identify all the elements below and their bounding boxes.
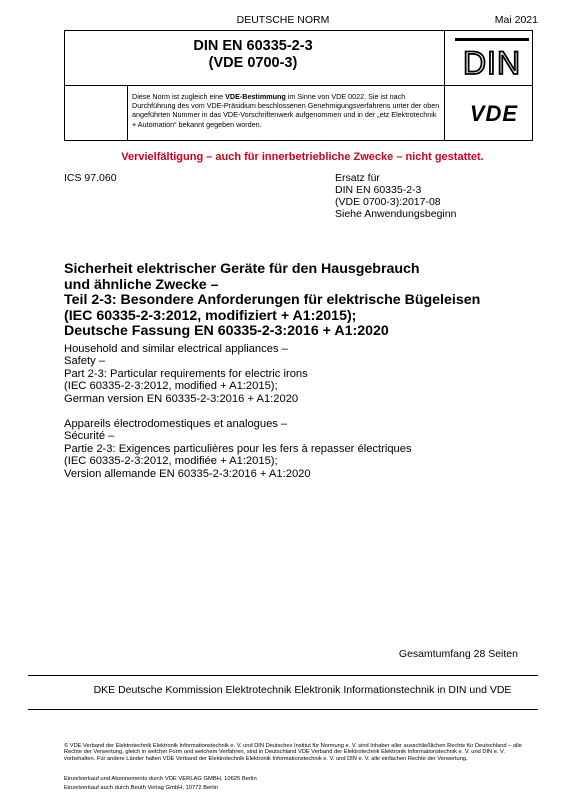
header-box-divider — [64, 85, 533, 86]
din-logo — [455, 38, 529, 80]
header-box-inner-right — [444, 30, 445, 140]
document-number-block — [64, 38, 442, 72]
title-line: Teil 2-3: Besondere Anforderungen für elektrische Bügeleisen — [64, 292, 481, 308]
title-line: (IEC 60335-2-3:2012, modifiziert + A1:2015); — [64, 307, 357, 324]
title-english — [64, 343, 308, 405]
copyright-notice: © VDE Verband der Elektrotechnik Elektronik Informationstechnik e. V. und DIN Deutsches Institut für Normung e. V. sind Inhaber aller ausschließlichen Rechte für Deutschland – alle Rechte der Verwertung, gleich in welcher Form und welchem Verfahren, sind in Deutschland VDE Verband der Elektrotechnik Elektronik Informationstechnik e. V. und DIN e. V. vorbehalten. Für andere Länder halten VDE Verband der Elektrotechnik Elektronik Informationstechnik e. V. und DIN e. V. alle einfachen Rechte der Verwertung. — [64, 743, 522, 762]
title-line: und ähnliche Zwecke – — [64, 276, 219, 293]
replacement-info — [335, 172, 456, 220]
replacement-line: Siehe Anwendungsbeginn — [335, 208, 457, 220]
total-pages: Gesamtumfang 28 Seiten — [398, 648, 518, 660]
title-line: German version EN 60335-2-3:2016 + A1:2020 — [64, 392, 299, 405]
sales-info — [64, 775, 257, 793]
vde-classification: (VDE 0700-3) — [208, 55, 298, 71]
sales-line: Einzelverkauf und Abonnements durch VDE VERLAG GMBH, 10625 Berlin — [64, 776, 257, 782]
publication-date: Mai 2021 — [494, 14, 538, 26]
dke-rule-bottom — [28, 709, 538, 710]
title-line: Safety – — [64, 355, 106, 368]
ics-code: ICS 97.060 — [64, 172, 117, 184]
norm-type-header: DEUTSCHE NORM — [236, 14, 330, 26]
title-line: Sécurité – — [64, 430, 115, 443]
din-logo-text: DIN — [462, 45, 522, 80]
document-number: DIN EN 60335-2-3 — [193, 38, 313, 54]
header-box-inner-left — [127, 85, 128, 140]
title-line: (IEC 60335-2-3:2012, modifiée + A1:2015); — [64, 455, 278, 468]
dke-rule-top — [28, 675, 538, 676]
vde-logo — [454, 100, 534, 124]
replacement-line: (VDE 0700-3):2017-08 — [335, 196, 441, 208]
replacement-line: DIN EN 60335-2-3 — [335, 184, 422, 196]
title-line: Part 2-3: Particular requirements for electric irons — [64, 367, 308, 380]
vde-logo-text: VDE — [469, 101, 519, 124]
title-german — [64, 262, 480, 340]
vde-determination-note — [132, 92, 442, 129]
title-line: Household and similar electrical appliances – — [64, 343, 288, 355]
title-line: Deutsche Fassung EN 60335-2-3:2016 + A1:2020 — [64, 323, 389, 339]
title-line: (IEC 60335-2-3:2012, modified + A1:2015); — [64, 380, 278, 393]
title-french — [64, 418, 412, 480]
vde-note-text-a: Diese Norm ist zugleich eine — [132, 92, 226, 101]
replacement-line: Ersatz für — [335, 172, 380, 184]
header-box-bottom — [64, 140, 533, 141]
vde-note-text-b: im Sinne von VDE 0022. Sie ist nach Durchführung des vom VDE-Präsidium beschlossenen Genehmigungsverfahrens unter der oben angeführten Nummer in das VDE-Vorschriftenwerk aufgenommen und in der „etz Elektrotechnik + Automation“ bekannt gegeben worden. — [132, 92, 440, 129]
top-rule — [64, 30, 533, 31]
title-line: Version allemande EN 60335-2-3:2016 + A1:2020 — [64, 467, 311, 480]
sales-line: Einzelverkauf auch durch Beuth Verlag GmbH, 10772 Berlin — [64, 785, 219, 791]
vde-note-bold: VDE-Bestimmung — [225, 92, 286, 101]
title-line: Appareils électrodomestiques et analogues – — [64, 418, 288, 430]
title-line: Sicherheit elektrischer Geräte für den Hausgebrauch — [64, 261, 420, 277]
dke-commission: DKE Deutsche Kommission Elektrotechnik Elektronik Informationstechnik in DIN und VDE — [93, 684, 512, 696]
title-line: Partie 2-3: Exigences particulières pour les fers à repasser électriques — [64, 442, 412, 455]
reproduction-warning: Vervielfältigung – auch für innerbetriebliche Zwecke – nicht gestattet. — [121, 151, 484, 163]
